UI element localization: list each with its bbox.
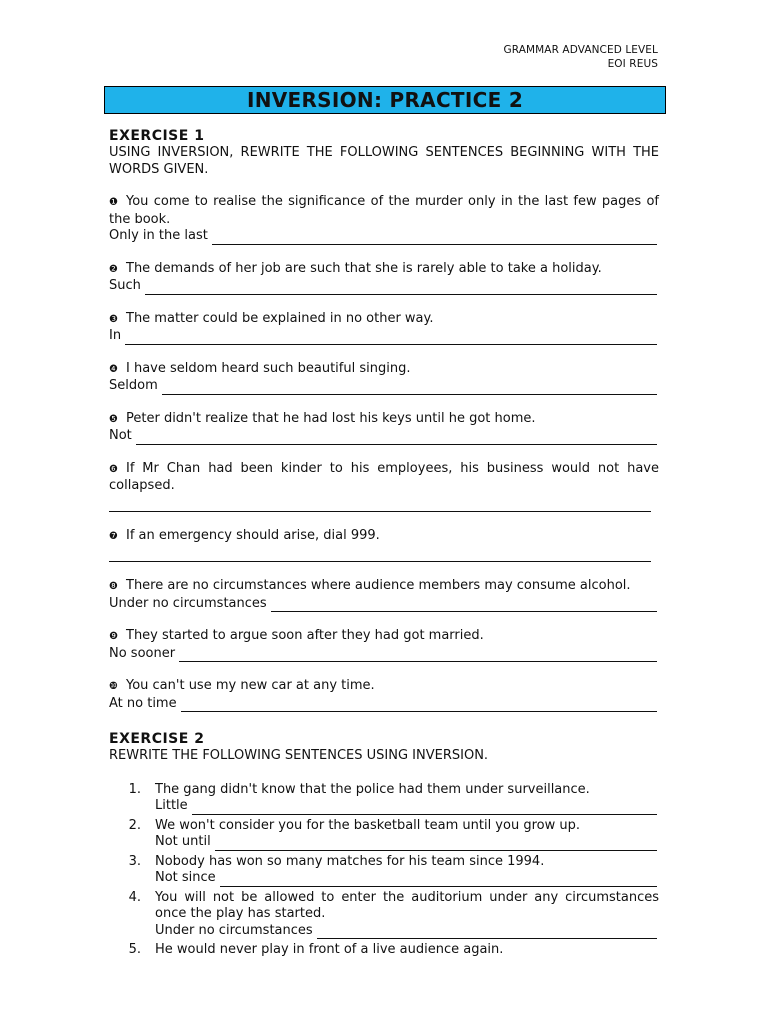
sentence-text: The matter could be explained in no other way. <box>126 310 434 326</box>
sentence-text: I have seldom heard such beautiful singing. <box>126 360 411 376</box>
exercise1-item <box>109 411 659 445</box>
sentence-text: The demands of her job are such that she is rarely able to take a holiday. <box>126 260 602 276</box>
exercise1-list <box>109 194 659 712</box>
answer-prompt: Little <box>155 798 188 813</box>
exercise1-title: EXERCISE 1 <box>109 128 205 144</box>
exercise2-item <box>109 782 659 815</box>
answer-line[interactable] <box>109 696 659 713</box>
sentence-text: You can't use my new car at any time. <box>126 678 375 693</box>
answer-blank[interactable] <box>181 699 657 712</box>
answer-prompt: No sooner <box>109 645 176 661</box>
page-title: INVERSION: PRACTICE 2 <box>246 88 524 112</box>
answer-line[interactable] <box>109 545 659 562</box>
item-number-marker: ❷ <box>109 263 118 275</box>
exercise1-item <box>109 578 659 612</box>
answer-prompt: In <box>109 328 122 343</box>
exercise2-item <box>109 818 659 851</box>
exercise1-sentence <box>109 311 659 329</box>
answer-prompt: Seldom <box>109 378 158 393</box>
exercise1-sentence <box>109 194 659 228</box>
answer-prompt: Not <box>109 428 132 443</box>
answer-blank[interactable] <box>125 332 657 345</box>
item-number-marker: ❺ <box>109 413 118 425</box>
exercise2-item <box>109 854 659 887</box>
exercise1-sentence <box>109 578 659 596</box>
worksheet-content <box>109 128 659 962</box>
answer-prompt: Not until <box>155 834 211 849</box>
answer-prompt: Such <box>109 278 141 293</box>
item-number: 1. <box>128 781 141 797</box>
exercise1-item <box>109 528 659 563</box>
answer-blank[interactable] <box>317 926 657 939</box>
header-level: GRAMMAR ADVANCED LEVEL <box>503 44 658 56</box>
item-number-marker: ❿ <box>109 681 118 692</box>
exercise2-list <box>109 782 659 959</box>
exercise2-sentence: Nobody has won so many matches for his team since 1994. <box>155 853 545 869</box>
answer-blank[interactable] <box>271 599 657 612</box>
item-number-marker: ❾ <box>109 631 118 642</box>
exercise2-item <box>109 942 659 959</box>
exercise1-sentence <box>109 528 659 546</box>
answer-line[interactable] <box>155 798 659 815</box>
item-number-marker: ❻ <box>109 463 118 475</box>
exercise1-sentence <box>109 261 659 279</box>
exercise1-sentence <box>109 628 659 646</box>
answer-blank[interactable] <box>192 802 657 815</box>
item-number-marker: ❽ <box>109 581 118 592</box>
item-number: 3. <box>128 853 141 869</box>
item-number: 4. <box>128 889 141 905</box>
exercise2-sentence: The gang didn't know that the police had them under surveillance. <box>155 781 590 797</box>
answer-prompt: Under no circumstances <box>155 922 313 938</box>
sentence-text: Peter didn't realize that he had lost his keys until he got home. <box>126 410 536 426</box>
answer-blank[interactable] <box>179 649 657 662</box>
title-banner <box>104 86 666 114</box>
answer-line[interactable] <box>155 870 659 887</box>
exercise1-item <box>109 461 659 512</box>
answer-blank[interactable] <box>109 545 651 562</box>
document-header <box>504 43 659 71</box>
answer-line[interactable] <box>155 834 659 851</box>
answer-line[interactable] <box>109 596 659 613</box>
sentence-text: If Mr Chan had been kinder to his employees, his business would not have collapsed. <box>109 460 659 493</box>
sentence-text: You come to realise the significance of the murder only in the last few pages of the book. <box>109 194 659 227</box>
exercise1-item <box>109 311 659 345</box>
sentence-text: They started to argue soon after they had got married. <box>126 628 484 643</box>
answer-blank[interactable] <box>109 495 651 512</box>
answer-line[interactable] <box>155 923 659 940</box>
answer-line[interactable] <box>109 278 659 295</box>
exercise1-sentence <box>109 411 659 429</box>
answer-blank[interactable] <box>162 382 657 395</box>
exercise1-sentence <box>109 461 659 495</box>
exercise2-instructions: REWRITE THE FOLLOWING SENTENCES USING INVERSION. <box>109 748 489 763</box>
item-number: 2. <box>128 817 141 833</box>
exercise2-sentence: You will not be allowed to enter the auditorium under any circumstances once the play has started. <box>155 889 659 921</box>
exercise2-title: EXERCISE 2 <box>109 731 205 747</box>
item-number-marker: ❶ <box>109 197 118 208</box>
item-number-marker: ❸ <box>109 313 118 325</box>
answer-line[interactable] <box>109 428 659 445</box>
answer-blank[interactable] <box>220 874 657 887</box>
sentence-text: There are no circumstances where audience members may consume alcohol. <box>126 578 631 593</box>
exercise2-sentence: We won't consider you for the basketball team until you grow up. <box>155 817 580 833</box>
exercise1-item <box>109 678 659 712</box>
answer-blank[interactable] <box>145 282 657 295</box>
exercise1-item <box>109 194 659 245</box>
answer-blank[interactable] <box>136 432 657 445</box>
exercise1-item <box>109 361 659 395</box>
answer-line[interactable] <box>109 328 659 345</box>
exercise1-sentence <box>109 678 659 696</box>
answer-prompt: Only in the last <box>109 228 208 243</box>
exercise1-item <box>109 628 659 662</box>
answer-line[interactable] <box>109 228 659 245</box>
answer-prompt: Under no circumstances <box>109 595 267 611</box>
exercise1-item <box>109 261 659 295</box>
answer-blank[interactable] <box>212 232 657 245</box>
item-number: 5. <box>128 942 141 957</box>
item-number-marker: ❹ <box>109 363 118 375</box>
answer-blank[interactable] <box>215 838 657 851</box>
answer-line[interactable] <box>109 646 659 663</box>
header-school: EOI REUS <box>607 58 658 70</box>
exercise1-instructions: USING INVERSION, REWRITE THE FOLLOWING SENTENCES BEGINNING WITH THE WORDS GIVEN. <box>109 145 659 177</box>
exercise2-item <box>109 890 659 940</box>
sentence-text: If an emergency should arise, dial 999. <box>126 527 380 543</box>
answer-prompt: Not since <box>155 870 216 885</box>
answer-line[interactable] <box>109 378 659 395</box>
exercise1-sentence <box>109 361 659 379</box>
answer-line[interactable] <box>109 495 659 512</box>
answer-prompt: At no time <box>109 695 177 711</box>
item-number-marker: ❼ <box>109 530 118 542</box>
exercise2-sentence: He would never play in front of a live audience again. <box>155 942 504 957</box>
